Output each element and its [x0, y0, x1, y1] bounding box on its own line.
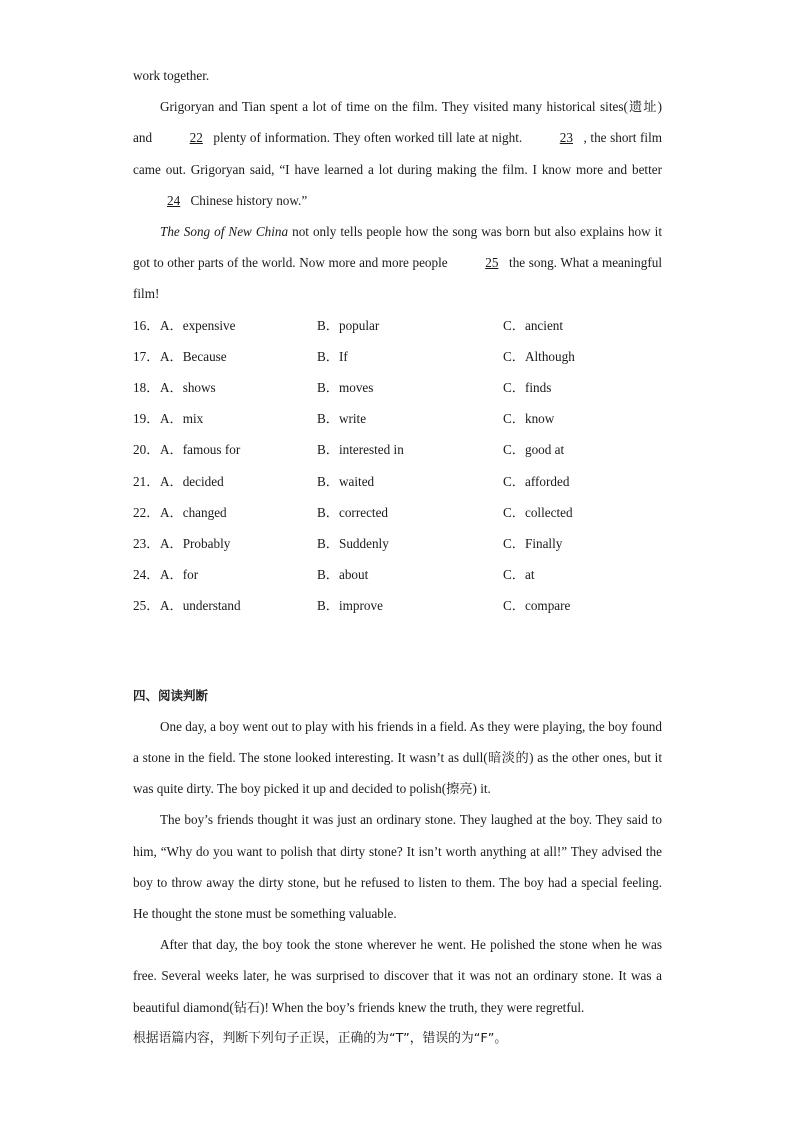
option-b: B．popular	[317, 317, 380, 333]
question-number: 18．	[133, 380, 160, 395]
option-a: A．for	[160, 567, 199, 583]
option-row	[133, 497, 662, 528]
passage-line: work together.	[133, 68, 210, 83]
option-b: B．corrected	[317, 504, 389, 520]
question-number: 17．	[133, 348, 160, 364]
question-number: 19．	[133, 411, 160, 427]
section-heading: 四、阅读判断	[133, 687, 209, 703]
option-row	[133, 341, 662, 372]
option-a: A．shows	[160, 380, 216, 395]
option-b: B．moves	[317, 380, 374, 395]
option-c: C．Although	[503, 348, 575, 364]
blank-24: 24	[167, 192, 181, 208]
question-number: 25．	[133, 598, 160, 614]
question-number: 24．	[133, 567, 160, 583]
option-c: C．good at	[503, 442, 565, 458]
option-a: A．Probably	[160, 535, 231, 551]
blank-22: 22	[189, 130, 203, 146]
document-page	[133, 60, 662, 1054]
option-a: A．decided	[160, 473, 224, 489]
question-number: 21．	[133, 473, 160, 489]
passage-text: the song. What a meaningful film!	[133, 255, 663, 302]
option-b: B．interested in	[317, 442, 404, 458]
film-title: The Song of New China	[160, 224, 289, 240]
option-b: B．Suddenly	[317, 535, 389, 551]
blank-23: 23	[559, 130, 573, 146]
option-b: B．write	[317, 411, 367, 427]
passage-paragraph	[133, 91, 662, 216]
option-row	[133, 528, 662, 559]
option-a: A．famous for	[160, 442, 241, 458]
passage-text: Chinese history now.”	[190, 192, 308, 208]
instruction-text: 根据语篇内容，判断下列句子正误，正确的为“T”，错误的为“F”。	[133, 1030, 508, 1046]
option-row	[133, 590, 662, 621]
option-b: B．improve	[317, 598, 383, 614]
option-c: C．compare	[503, 598, 571, 614]
option-c: C．know	[503, 411, 555, 427]
question-number: 22．	[133, 504, 160, 520]
blank-25: 25	[485, 255, 499, 271]
option-a: A．Because	[160, 348, 227, 364]
option-c: C．Finally	[503, 535, 563, 551]
question-number: 20．	[133, 442, 160, 458]
option-c: C．collected	[503, 504, 573, 520]
story-paragraph: The boy’s friends thought it was just an ordinary stone. They laughed at the boy. They said to him, “Why do you want to polish that dirty stone? It isn’t worth anything at all!” They advised the boy to throw away the dirty stone, but he refused to listen to them. The boy had a special feeling. He thought the stone must be something valuable.	[133, 812, 662, 921]
options-list	[133, 310, 662, 622]
question-number: 23．	[133, 535, 160, 551]
option-row	[133, 559, 662, 590]
option-a: A．understand	[160, 598, 241, 614]
passage-text: plenty of information. They often worked till late at night.	[213, 130, 523, 146]
option-b: B．about	[317, 567, 369, 583]
option-c: C．ancient	[503, 317, 564, 333]
option-row	[133, 372, 662, 403]
option-row	[133, 310, 662, 341]
story-paragraph: After that day, the boy took the stone wherever he went. He polished the stone when he was free. Several weeks later, he was surprised to discover that it was not an ordinary stone. It was a beautiful diamond(钻石)! When the boy’s friends knew the truth, they were regretful.	[133, 937, 662, 1015]
option-c: C．at	[503, 567, 535, 583]
question-number: 16．	[133, 317, 160, 333]
passage-text: not only tells people how the song was born but also explains how it got to other parts of the world. Now more and more people	[133, 224, 662, 271]
option-b: B．If	[317, 348, 348, 364]
passage-text: , the short film came out. Grigoryan said, “I have learned a lot during making the film. I know more and better	[133, 130, 663, 177]
story-paragraph: One day, a boy went out to play with his friends in a field. As they were playing, the boy found a stone in the field. The stone looked interesting. It wasn’t as dull(暗淡的) as the other ones, but it was quite dirty. The boy picked it up and decided to polish(擦亮) it.	[133, 718, 662, 797]
passage-paragraph	[133, 216, 662, 310]
passage-text: Grigoryan and Tian spent a lot of time on the film. They visited many historical sites(遗址) and	[133, 99, 662, 146]
option-row	[133, 466, 662, 497]
option-b: B．waited	[317, 473, 375, 489]
option-a: A．expensive	[160, 317, 236, 333]
option-row	[133, 403, 662, 434]
option-row	[133, 434, 662, 465]
option-a: A．changed	[160, 504, 227, 520]
option-a: A．mix	[160, 411, 204, 427]
option-c: C．finds	[503, 380, 552, 395]
option-c: C．afforded	[503, 473, 570, 489]
